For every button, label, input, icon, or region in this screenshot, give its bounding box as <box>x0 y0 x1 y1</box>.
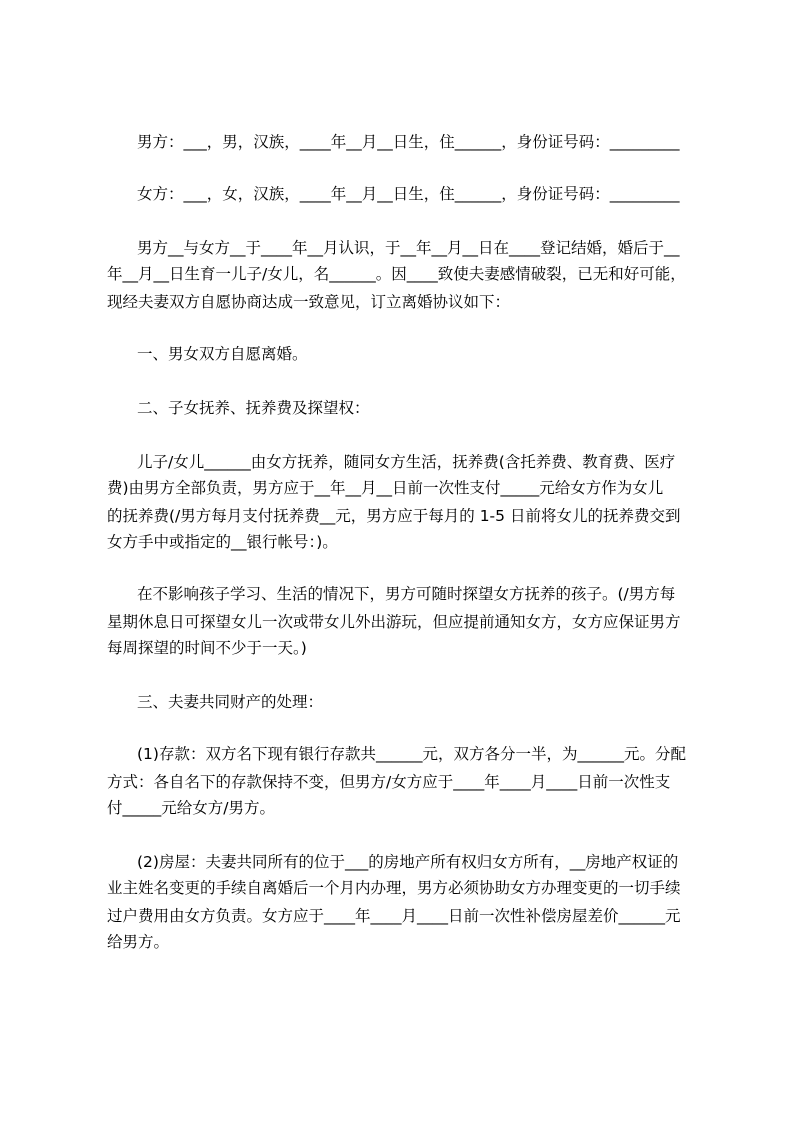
visitation-paragraph-line: 每周探望的时间不少于一天。) <box>107 639 307 657</box>
visitation-paragraph-line: 星期休息日可探望女儿一次或带女儿外出游玩，但应提前通知女方，女方应保证男方 <box>107 613 681 631</box>
intro-paragraph-line: 男方__与女方__于____年__月认识，于__年__月__日在____登记结婚，婚后于__ <box>137 239 680 257</box>
custody-paragraph-line: 费)由男方全部负责，男方应于__年__月__日前一次性支付_____元给女方作为女儿 <box>107 479 664 497</box>
custody-paragraph-line: 的抚养费(/男方每月支付抚养费__元，男方应于每月的 1-5 日前将女儿的抚养费交到 <box>107 507 681 525</box>
section-heading: 二、子女抚养、抚养费及探望权： <box>137 399 370 417</box>
custody-paragraph-line: 儿子/女儿______由女方抚养，随同女方生活，抚养费(含托养费、教育费、医疗 <box>137 453 676 471</box>
visitation-paragraph-line: 在不影响孩子学习、生活的情况下，男方可随时探望女方抚养的孩子。(/男方每 <box>137 585 676 603</box>
deposit-paragraph-line: (1)存款：双方名下现有银行存款共______元，双方各分一半，为______元。分配 <box>137 745 686 763</box>
house-paragraph-line: 给男方。 <box>107 933 170 951</box>
intro-paragraph-line: 现经夫妻双方自愿协商达成一致意见，订立离婚协议如下： <box>107 293 511 311</box>
section-heading: 三、夫妻共同财产的处理： <box>137 693 324 711</box>
house-paragraph-line: (2)房屋：夫妻共同所有的位于___的房地产所有权归女方所有，__房地产权证的 <box>137 853 679 871</box>
deposit-paragraph-line: 方式：各自名下的存款保持不变，但男方/女方应于____年____月____日前一次性支 <box>107 773 671 791</box>
house-paragraph-line: 过户费用由女方负责。女方应于____年____月____日前一次性补偿房屋差价______元 <box>107 907 681 925</box>
deposit-paragraph-line: 付_____元给女方/男方。 <box>107 799 275 817</box>
party-female-line: 女方：___，女，汉族，____年__月__日生，住______，身份证号码：_________ <box>137 185 680 203</box>
custody-paragraph-line: 女方手中或指定的__银行帐号：)。 <box>107 533 338 551</box>
house-paragraph-line: 业主姓名变更的手续自离婚后一个月内办理，男方必须协助女方办理变更的一切手续 <box>107 879 681 897</box>
section-heading: 一、男女双方自愿离婚。 <box>137 345 308 363</box>
party-male-line: 男方：___，男，汉族，____年__月__日生，住______，身份证号码：_________ <box>137 133 680 151</box>
intro-paragraph-line: 年__月__日生育一儿子/女儿，名______。因____致使夫妻感情破裂，已无和好可能， <box>107 265 686 283</box>
